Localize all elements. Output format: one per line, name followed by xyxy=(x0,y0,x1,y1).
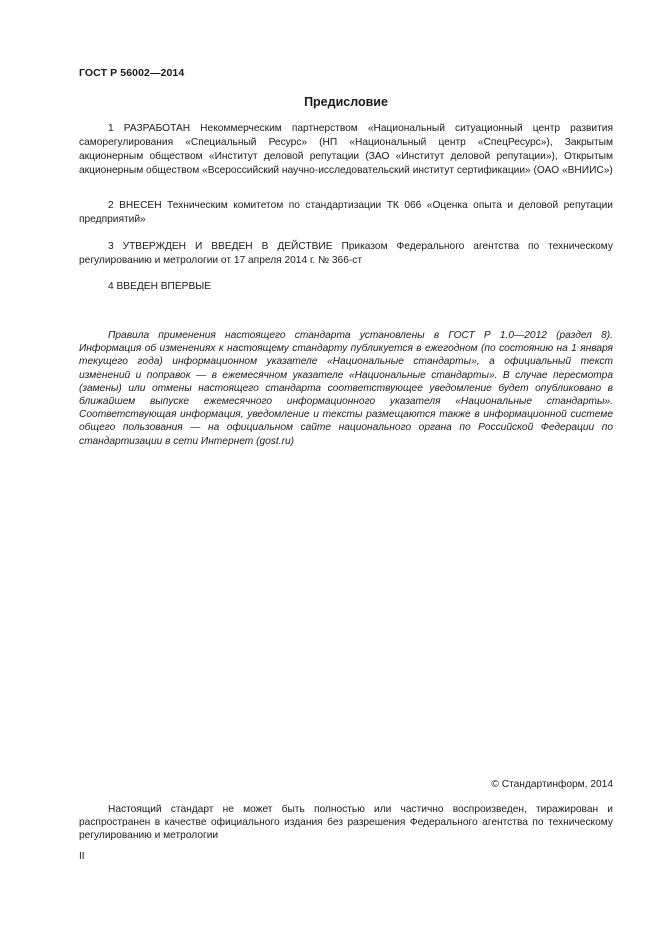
section-title: Предисловие xyxy=(304,95,388,109)
item-developed: 1 РАЗРАБОТАН Некоммерческим партнерством «Национальный ситуационный центр развития саморегулирования «Специальный Ресурс» (НП «Национальный центр «СпецРесурс»), Закрытым акционерным обществом «Институт деловой репутации (ЗАО «Институт деловой репутации»), Открытым акционерным обществом «Всероссийский научно-исследовательский институт сертификации» (ОАО «ВНИИС») xyxy=(79,123,613,176)
copyright-line: © Стандартинформ, 2014 xyxy=(491,779,613,790)
document-code-header: ГОСТ Р 56002—2014 xyxy=(79,67,185,79)
application-notice: Правила применения настоящего стандарта установлены в ГОСТ Р 1.0—2012 (раздел 8). Информация об изменениях к настоящему стандарту публикуется в ежегодном (по состоянию на 1 января текущего года) информационном указателе «Национальные стандарты», а официальный текст изменений и поправок — в ежемесячном указателе «Национальные стандарты». В случае пересмотра (замены) или отмены настоящего стандарта соответствующее уведомление будет опубликовано в ближайшем выпуске ежемесячного информационного указателя «Национальные стандарты». Соответствующая информация, уведомление и тексты размещаются также в информационной системе общего пользования — на официальном сайте национального органа по Российской Федерации по стандартизации в сети Интернет (gost.ru) xyxy=(79,330,613,447)
reproduction-notice: Настоящий стандарт не может быть полностью или частично воспроизведен, тиражирован и распространен в качестве официального издания без разрешения Федерального агентства по техническому регулированию и метрологии xyxy=(79,804,613,841)
item-approved: 3 УТВЕРЖДЕН И ВВЕДЕН В ДЕЙСТВИЕ Приказом Федерального агентства по техническому регулированию и метрологии от 17 апреля 2014 г. № 366-ст xyxy=(79,241,613,266)
item-introduced: 4 ВВЕДЕН ВПЕРВЫЕ xyxy=(108,281,212,292)
item-submitted: 2 ВНЕСЕН Техническим комитетом по стандартизации ТК 066 «Оценка опыта и деловой репутации предприятий» xyxy=(79,200,613,225)
page-number: II xyxy=(79,851,85,862)
